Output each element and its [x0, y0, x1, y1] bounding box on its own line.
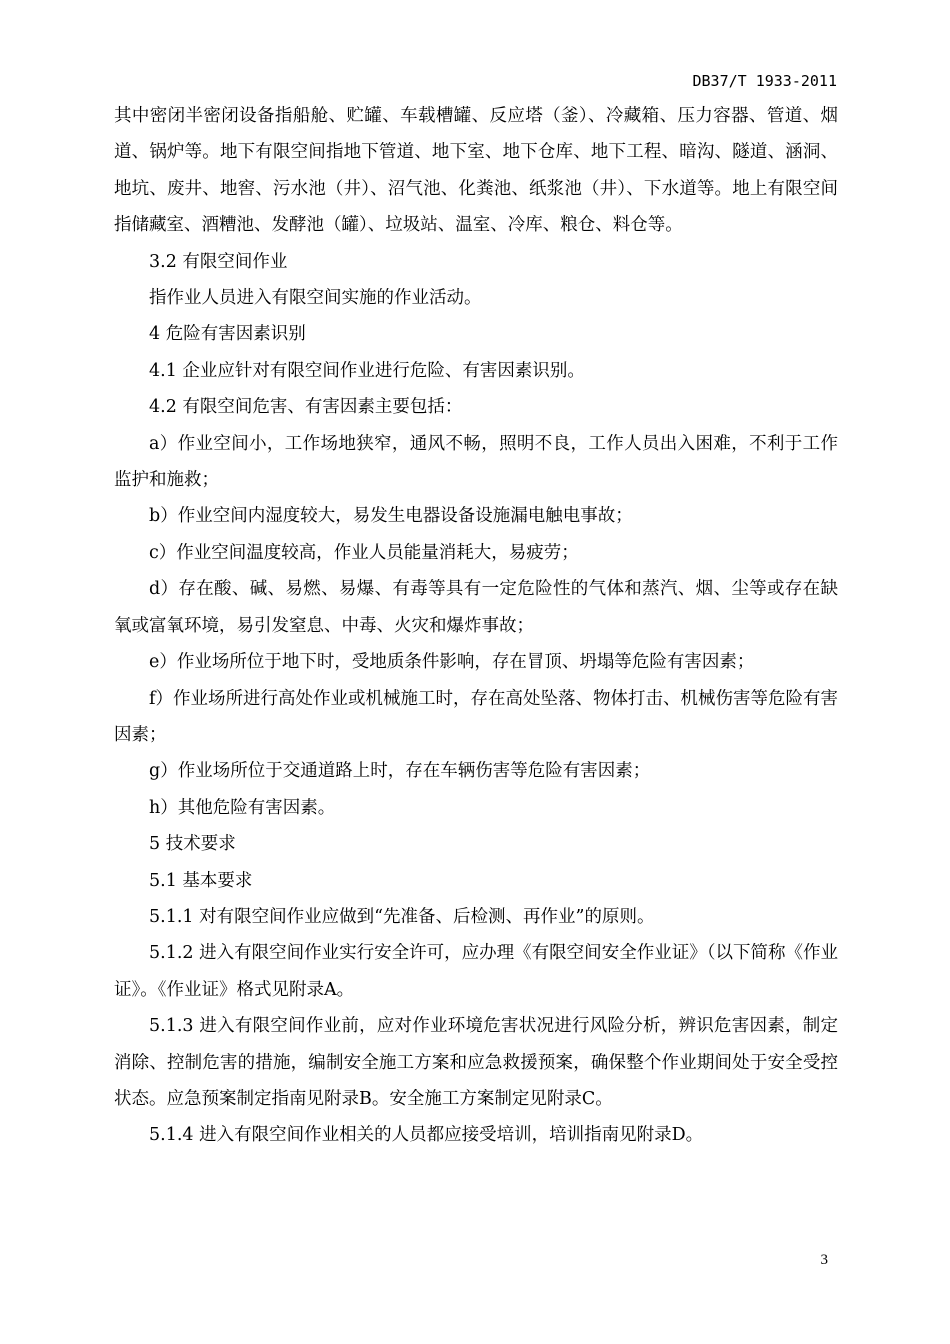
- document-code: DB37/T 1933-2011: [692, 72, 837, 90]
- paragraph: 5.1.2 进入有限空间作业实行安全许可，应办理《有限空间安全作业证》（以下简称《作业证》。《作业证》格式见附录A。: [114, 943, 838, 1000]
- paragraph: 5.1.4 进入有限空间作业相关的人员都应接受培训，培训指南见附录D。: [149, 1125, 704, 1146]
- page-number: 3: [820, 1252, 828, 1268]
- paragraph: a）作业空间小，工作场地狭窄，通风不畅，照明不良，工作人员出入困难，不利于工作监护和施救；: [114, 433, 838, 491]
- paragraph: 5.1.3 进入有限空间作业前，应对作业环境危害状况进行风险分析，辨识危害因素，制定消除、控制危害的措施，编制安全施工方案和应急救援预案，确保整个作业期间处于安全受控状态。应急预案制定指南见附录B。安全施工方案制定见附录C。: [114, 1016, 838, 1109]
- paragraph: 4 危险有害因素识别: [149, 324, 306, 345]
- paragraph: 5 技术要求: [149, 834, 236, 855]
- paragraph: b）作业空间内湿度较大，易发生电器设备设施漏电触电事故；: [149, 506, 633, 527]
- paragraph: g）作业场所位于交通道路上时，存在车辆伤害等危险有害因素；: [149, 761, 651, 782]
- paragraph: 其中密闭半密闭设备指船舱、贮罐、车载槽罐、反应塔（釜）、冷藏箱、压力容器、管道、烟道、锅炉等。地下有限空间指地下管道、地下室、地下仓库、地下工程、暗沟、隧道、涵洞、地坑、废井、地窖、污水池（井）、沼气池、化粪池、纸浆池（井）、下水道等。地上有限空间指储藏室、酒糟池、发酵池（罐）、垃圾站、温室、冷库、粮仓、料仓等。: [114, 106, 838, 236]
- paragraph: 5.1.1 对有限空间作业应做到“先准备、后检测、再作业”的原则。: [149, 906, 655, 927]
- document-body: [114, 98, 838, 1154]
- paragraph: 4.2 有限空间危害、有害因素主要包括：: [149, 397, 463, 418]
- paragraph: c）作业空间温度较高，作业人员能量消耗大，易疲劳；: [149, 542, 579, 563]
- paragraph: 5.1 基本要求: [149, 870, 253, 891]
- paragraph: 4.1 企业应针对有限空间作业进行危险、有害因素识别。: [149, 360, 585, 381]
- paragraph: e）作业场所位于地下时，受地质条件影响，存在冒顶、坍塌等危险有害因素；: [149, 652, 755, 673]
- paragraph: f）作业场所进行高处作业或机械施工时，存在高处坠落、物体打击、机械伤害等危险有害因素；: [114, 688, 838, 745]
- paragraph: h）其他危险有害因素。: [149, 797, 336, 818]
- paragraph: d）存在酸、碱、易燃、易爆、有毒等具有一定危险性的气体和蒸汽、烟、尘等或存在缺氧或富氧环境，易引发窒息、中毒、火灾和爆炸事故；: [114, 579, 838, 636]
- paragraph: 指作业人员进入有限空间实施的作业活动。: [149, 288, 482, 309]
- paragraph: 3.2 有限空间作业: [149, 251, 288, 272]
